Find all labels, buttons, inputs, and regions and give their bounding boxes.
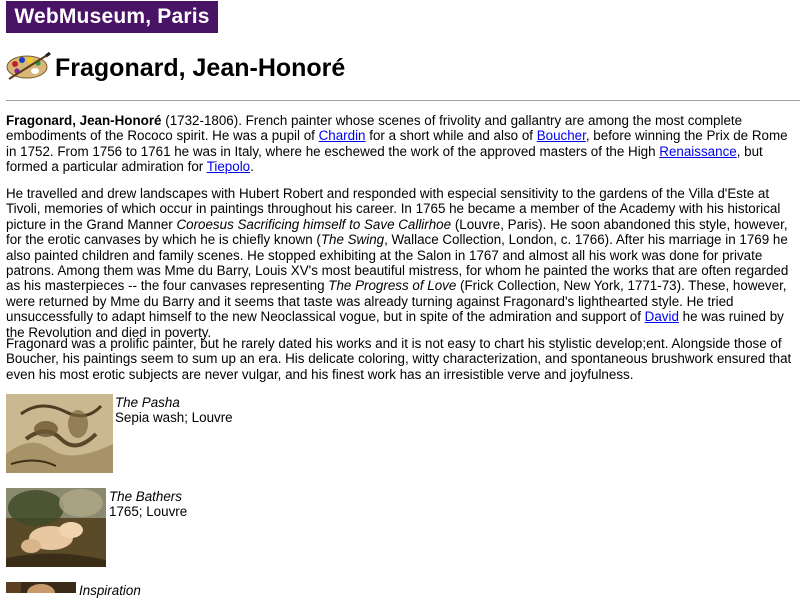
webmuseum-banner[interactable]: WebMuseum, Paris [6, 1, 218, 33]
link-boucher[interactable]: Boucher [536, 128, 586, 144]
p1-text-5: . [250, 159, 254, 175]
p1-text-2: for a short while and also of [365, 128, 537, 144]
link-david[interactable]: David [644, 309, 679, 325]
p1-text-4: , but formed a particular admiration for [6, 143, 763, 175]
artwork-caption [79, 583, 141, 598]
p2-text-2: (Louvre, Paris). He soon abandoned this style, however, for the erotic canvases by which he is chiefly known ( [6, 216, 788, 248]
p2-italic-swing: The Swing [320, 232, 385, 248]
artwork-detail: 1765; Louvre [109, 504, 188, 520]
p2-text-1: He travelled and drew landscapes with Hubert Robert and responded with especial sensitivity to the gardens of the Villa d'Este at Tivoli, memories of which occur in paintings throughout his career. In 1765 he became a member of the Academy with his historical picture in the Grand Manner [6, 186, 781, 232]
thumbnail-the-bathers[interactable] [6, 488, 106, 567]
link-chardin[interactable]: Chardin [318, 128, 366, 144]
bio-paragraph-1 [6, 113, 796, 175]
palette-icon [5, 52, 51, 80]
artwork-caption [115, 395, 233, 426]
artwork-caption [109, 489, 187, 520]
link-tiepolo[interactable]: Tiepolo [206, 159, 251, 175]
p2-italic-coroesus: Coroesus Sacrificing himself to Save Callirhoe [176, 216, 452, 232]
artwork-title: Inspiration [79, 583, 141, 598]
artist-name: Fragonard, Jean-Honoré [6, 113, 162, 128]
p2-text-3: , Wallace Collection, London, c. 1766). After his marriage in 1769 he also painted children and family scenes. He stopped exhibiting at the Salon in 1767 and almost all his work was done for private patrons. Among them was Mme du Barry, Louis XV's most beautiful mistress, for whom he painted the works that are often regarded as his masterpieces -- the four canvases representing [6, 232, 789, 294]
bio-paragraph-2 [6, 186, 796, 340]
p1-text-3: , before winning the Prix de Rome in 1752. From 1756 to 1761 he was in Italy, where he eschewed the work of the approved masters of the High [6, 128, 788, 159]
p2-text-5: he was ruined by the Revolution and died in poverty. [6, 309, 784, 340]
p1-text-1: (1732-1806). French painter whose scenes of frivolity and gallantry are among the most complete embodiments of the Rococo spirit. He was a pupil of [6, 113, 743, 144]
page-title: Fragonard, Jean-Honoré [55, 54, 346, 82]
p2-italic-progress: The Progress of Love [328, 278, 457, 294]
artwork-detail: Sepia wash; Louvre [115, 410, 233, 426]
thumbnail-the-pasha[interactable] [6, 394, 113, 473]
artwork-title: The Bathers [109, 489, 182, 504]
bio-paragraph-3: Fragonard was a prolific painter, but he rarely dated his works and it is not easy to chart his stylistic develop;ent. Alongside those of Boucher, his paintings seem to sum up an era. His delicate coloring, witty characterization, and spontaneous brushwork ensured that even his most erotic subjects are never vulgar, and his finest work has an irresistible verve and joyfulness. [6, 336, 792, 382]
thumbnail-inspiration[interactable] [6, 582, 76, 593]
horizontal-rule [6, 100, 800, 101]
link-renaissance[interactable]: Renaissance [659, 143, 737, 159]
p2-text-4: (Frick Collection, New York, 1771-73). These, however, were returned by Mme du Barry and it seems that taste was already turning against Fragonard's lighthearted style. He tried unsuccessfully to adapt himself to the new Neoclassical vogue, but in spite of the admiration and support of [6, 278, 787, 325]
artwork-title: The Pasha [115, 395, 180, 410]
